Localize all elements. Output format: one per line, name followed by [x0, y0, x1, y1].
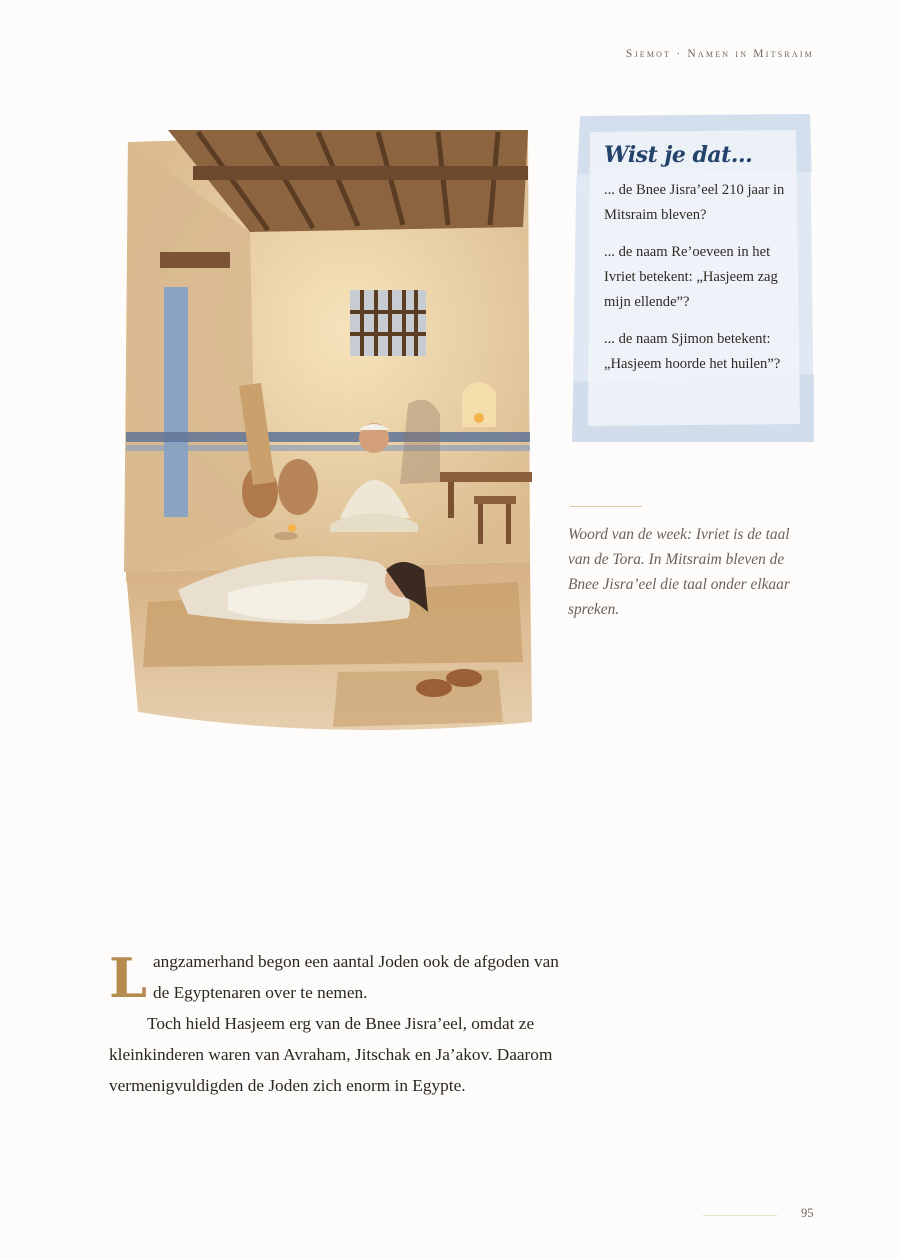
- body-paragraph: Toch hield Hasjeem erg van de Bnee Jisra’eel, omdat ze kleinkinderen waren van Avraham, Jitschak en Ja’akov. Daarom vermenigvuldigden de Joden zich enorm in Egypte.: [109, 1014, 553, 1095]
- callout-item: ... de naam Re’oeveen in het Ivriet betekent: „Hasjeem zag mijn ellende”?: [604, 244, 778, 310]
- body-text: [109, 946, 559, 1101]
- paragraph-text: angzamerhand begon een aantal Joden ook de afgoden van de Egyptenaren over te nemen.: [152, 952, 559, 1002]
- callout-title: Wist je dat...: [604, 142, 753, 168]
- did-you-know-callout: [570, 112, 816, 444]
- body-paragraph: [109, 946, 559, 1008]
- callout-item: ... de Bnee Jisra’eel 210 jaar in Mitsraim bleven?: [604, 182, 785, 223]
- running-head: Sjemot · Namen in Mitsraim: [625, 48, 814, 60]
- footer-rule: [703, 1215, 777, 1216]
- illustration-room-scene: [118, 122, 538, 740]
- drop-cap: L: [109, 946, 147, 1010]
- callout-item: ... de naam Sjimon betekent: „Hasjeem hoorde het huilen”?: [604, 331, 781, 372]
- word-of-the-week: Woord van de week: Ivriet is de taal van de Tora. In Mitsraim bleven de Bnee Jisra’eel die taal onder elkaar spreken.: [568, 526, 790, 618]
- page-number: 95: [801, 1206, 814, 1220]
- divider-rule: [570, 506, 642, 507]
